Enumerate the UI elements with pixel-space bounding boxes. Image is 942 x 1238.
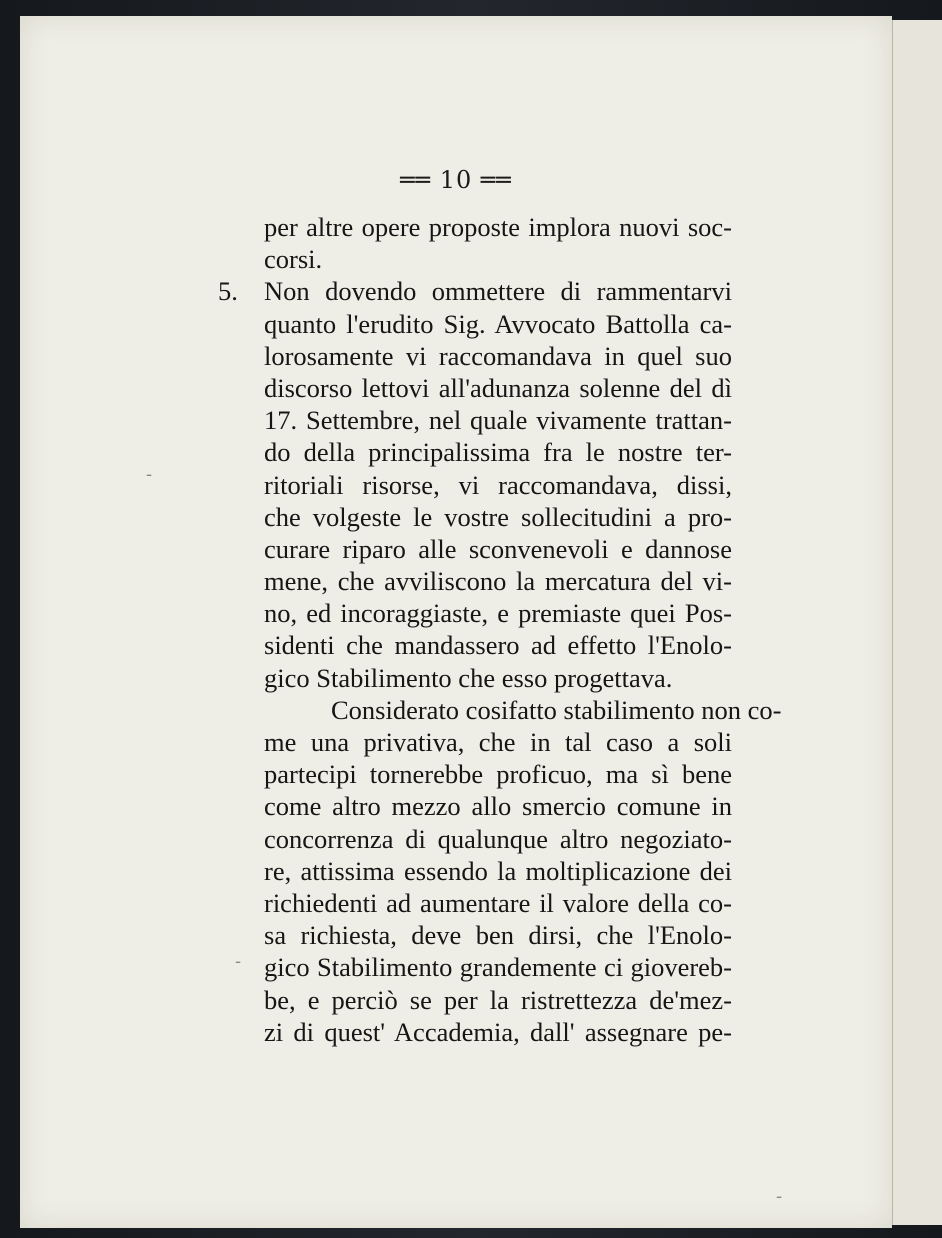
text-line: be, e perciò se per la ristrettezza de'mez- xyxy=(264,984,732,1015)
text-line: 17. Settembre, nel quale vivamente trattan- xyxy=(264,405,732,436)
text-line: mene, che avviliscono la mercatura del vi- xyxy=(264,566,732,597)
book-page xyxy=(20,16,892,1228)
text-line: do della principalissima fra le nostre ter- xyxy=(264,437,732,468)
text-line: concorrenza di qualunque altro negoziato- xyxy=(264,823,732,854)
text-line: re, attissima essendo la moltiplicazione dei xyxy=(264,855,732,886)
text-line: per altre opere proposte implora nuovi soc- xyxy=(264,212,732,242)
text-line: richiedenti ad aumentare il valore della co- xyxy=(264,887,732,918)
page-number-rule-right: ══ xyxy=(472,166,512,194)
text-line: curare riparo alle sconvenevoli e dannose xyxy=(264,533,732,564)
list-item-5 xyxy=(218,275,732,307)
text-line: come altro mezzo allo smercio comune in xyxy=(264,791,732,822)
text-line: Non dovendo ommettere di rammentarvi xyxy=(264,276,732,307)
text-line: gico Stabilimento che esso progettava. xyxy=(264,662,673,693)
text-line: gico Stabilimento grandemente ci giovereb- xyxy=(264,952,732,983)
text-line: partecipi tornerebbe proficuo, ma sì bene xyxy=(264,759,732,790)
text-line: me una privativa, che in tal caso a soli xyxy=(264,727,732,757)
item-number: 5. xyxy=(218,276,238,307)
text-line: no, ed incoraggiaste, e premiaste quei Pos- xyxy=(264,598,732,629)
page-number-rule-left: ══ xyxy=(400,166,440,194)
paragraph-start-line: Considerato cosifatto stabilimento non co- xyxy=(331,694,782,725)
page-number-value: 10 xyxy=(439,166,473,194)
text-line: sidenti che mandassero ad effetto l'Enolo- xyxy=(264,630,732,661)
text-line: che volgeste le vostre sollecitudini a pro- xyxy=(264,501,732,532)
text-line: quanto l'erudito Sig. Avvocato Battolla ca- xyxy=(264,308,732,339)
body-text xyxy=(218,211,782,1048)
margin-mark: - xyxy=(146,464,153,485)
text-line: sa richiesta, deve ben dirsi, che l'Enolo- xyxy=(264,920,732,951)
facing-page-edge xyxy=(892,20,942,1225)
margin-mark: - xyxy=(235,951,242,972)
text-line: ritoriali risorse, vi raccomandava, dissi, xyxy=(264,469,732,500)
text-line: lorosamente vi raccomandava in quel suo xyxy=(264,340,732,371)
text-line: corsi. xyxy=(264,244,323,275)
margin-mark: - xyxy=(776,1186,783,1207)
text-line: discorso lettovi all'adunanza solenne del dì xyxy=(264,372,732,403)
text-line: zi di quest' Accademia, dall' assegnare pe- xyxy=(264,1016,732,1047)
page-number xyxy=(20,166,892,194)
